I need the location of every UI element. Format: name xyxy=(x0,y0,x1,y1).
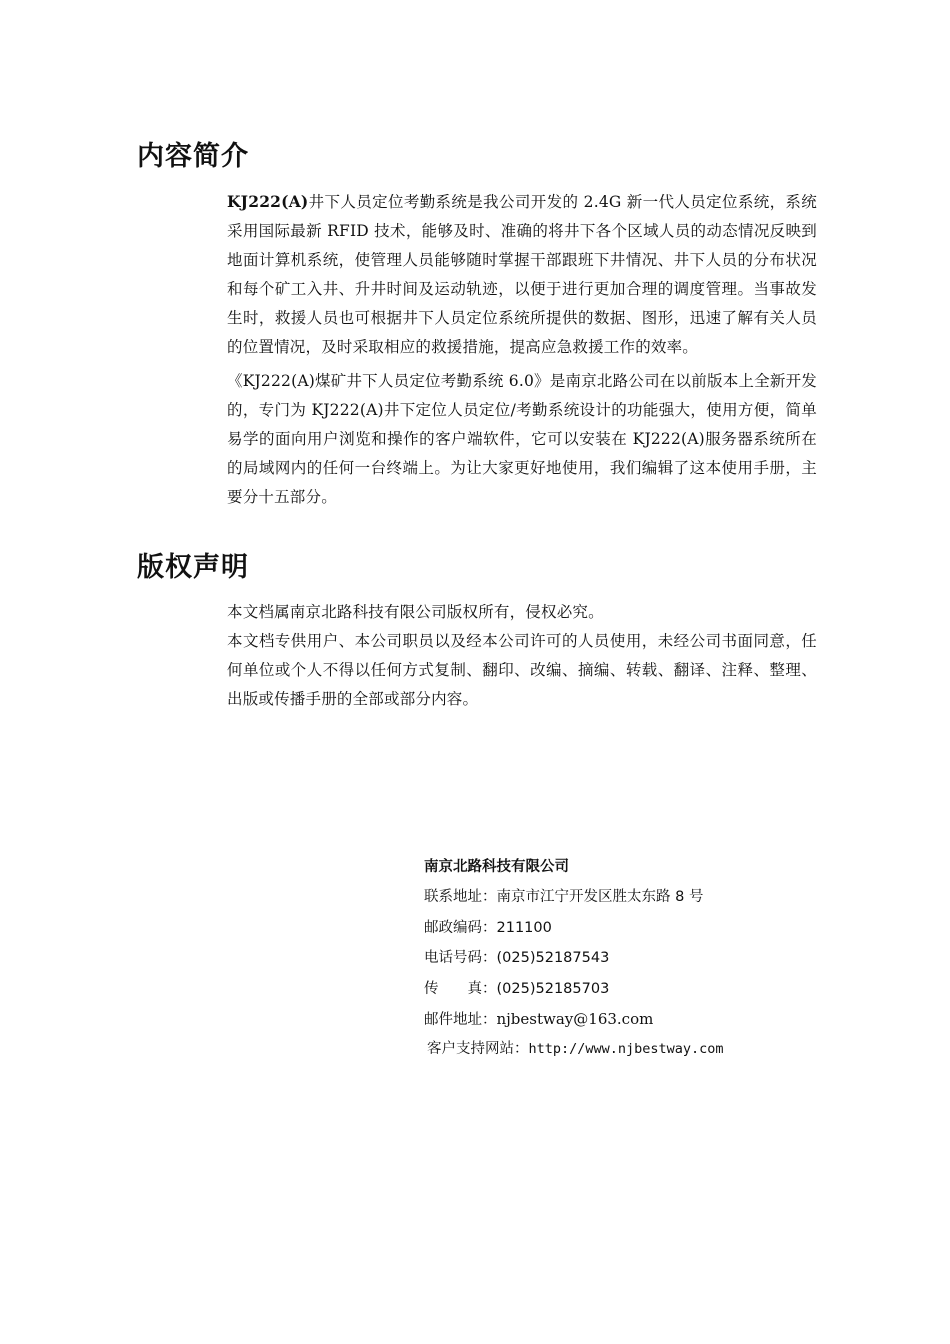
product-code-lead: KJ222(A) xyxy=(227,192,309,211)
copyright-paragraph-2: 本文档专供用户、本公司职员以及经本公司许可的人员使用，未经公司书面同意，任何单位或个人不得以任何方式复制、翻印、改编、摘编、转载、翻译、注释、整理、出版或传播手册的全部或部分内容。 xyxy=(227,632,817,708)
contact-fax xyxy=(424,974,844,1004)
copyright-body xyxy=(227,598,817,714)
phone-label: 电话号码： xyxy=(424,950,497,967)
intro-paragraph-1-text: 井下人员定位考勤系统是我公司开发的 2.4G 新一代人员定位系统，系统采用国际最新 RFID 技术，能够及时、准确的将井下各个区域人员的动态情况反映到地面计算机系统，使管理人员能够随时掌握干部跟班下井情况、井下人员的分布状况和每个矿工入井、升井时间及运动轨迹，以便于进行更加合理的调度管理。当事故发生时，救援人员也可根据井下人员定位系统所提供的数据、图形，迅速了解有关人员的位置情况，及时采取相应的救援措施，提高应急救援工作的效率。 xyxy=(227,193,817,356)
contact-address xyxy=(424,882,844,912)
address-label: 联系地址： xyxy=(424,889,497,906)
contact-website xyxy=(424,1034,844,1064)
website-label: 客户支持网站： xyxy=(427,1041,529,1058)
intro-paragraph-1 xyxy=(227,187,817,362)
copyright-heading: 版权声明 xyxy=(137,552,249,583)
intro-paragraph-2: 《KJ222(A)煤矿井下人员定位考勤系统 6.0》是南京北路公司在以前版本上全新开发的，专门为 KJ222(A)井下定位人员定位/考勤系统设计的功能强大，使用方便，简单易学的面向用户浏览和操作的客户端软件，它可以安装在 KJ222(A)服务器系统所在的局域网内的任何一台终端上。为让大家更好地使用，我们编辑了这本使用手册，主要分十五部分。 xyxy=(227,372,817,506)
copyright-paragraph-1: 本文档属南京北路科技有限公司版权所有，侵权必究。 xyxy=(227,603,604,621)
postcode-value: 211100 xyxy=(496,919,552,936)
intro-heading: 内容简介 xyxy=(137,141,249,172)
fax-value: (025)52185703 xyxy=(496,980,610,997)
address-value: 南京市江宁开发区胜太东路 8 号 xyxy=(496,889,704,906)
company-name: 南京北路科技有限公司 xyxy=(424,859,569,875)
fax-label: 传 真： xyxy=(424,980,497,997)
website-value: http://www.njbestway.com xyxy=(528,1041,724,1058)
contact-email xyxy=(424,1004,844,1034)
contact-postcode xyxy=(424,913,844,943)
phone-value: (025)52187543 xyxy=(496,950,610,967)
contact-info xyxy=(424,852,844,1065)
contact-phone xyxy=(424,943,844,973)
intro-body xyxy=(227,187,817,512)
email-label: 邮件地址： xyxy=(424,1011,497,1028)
postcode-label: 邮政编码： xyxy=(424,919,497,936)
email-value: njbestway@163.com xyxy=(496,1009,654,1028)
